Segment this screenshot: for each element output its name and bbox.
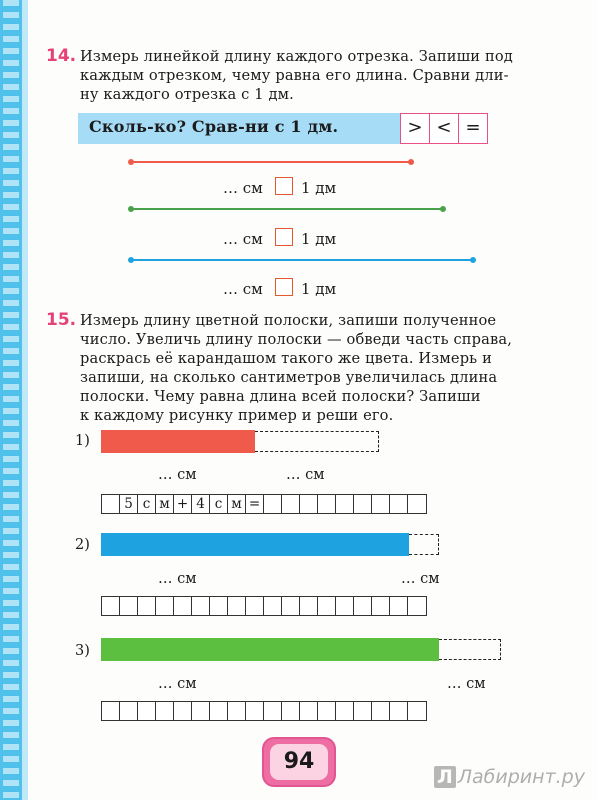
comparison-1-right: 1 дм bbox=[301, 179, 337, 197]
task-14-line: каждым отрезком, чему равна его длина. Сравни дли- bbox=[80, 67, 509, 84]
cell[interactable] bbox=[156, 597, 174, 615]
cell[interactable] bbox=[138, 597, 156, 615]
cell[interactable]: м bbox=[228, 495, 246, 513]
cell[interactable] bbox=[102, 702, 120, 720]
cell[interactable] bbox=[174, 702, 192, 720]
task-15-line: запиши, на сколько сантиметров увеличилась длина bbox=[80, 369, 498, 386]
watermark-logo-icon: Л bbox=[434, 766, 456, 788]
cell[interactable] bbox=[210, 597, 228, 615]
comparison-3-box[interactable] bbox=[275, 278, 293, 296]
item-3-right-cm: … см bbox=[447, 676, 486, 692]
cell[interactable] bbox=[372, 597, 390, 615]
cell[interactable] bbox=[318, 495, 336, 513]
comparison-2-box[interactable] bbox=[275, 228, 293, 246]
item-3-left-cm: … см bbox=[158, 676, 197, 692]
cell[interactable] bbox=[390, 495, 408, 513]
cell[interactable] bbox=[300, 597, 318, 615]
cell[interactable]: м bbox=[156, 495, 174, 513]
green-strip bbox=[101, 638, 439, 661]
cell[interactable] bbox=[318, 702, 336, 720]
greater-symbol: > bbox=[401, 114, 430, 143]
task-14-line: Измерь линейкой длину каждого отрезка. Запиши под bbox=[80, 48, 513, 65]
comparison-2-right: 1 дм bbox=[301, 230, 337, 248]
cell[interactable]: 4 bbox=[192, 495, 210, 513]
cell[interactable] bbox=[228, 702, 246, 720]
comparison-1-box[interactable] bbox=[275, 177, 293, 195]
cell[interactable] bbox=[228, 597, 246, 615]
cell[interactable] bbox=[264, 702, 282, 720]
green-segment bbox=[131, 208, 443, 210]
item-3-answer-cells[interactable] bbox=[101, 701, 427, 721]
cell[interactable] bbox=[408, 702, 426, 720]
cell[interactable] bbox=[354, 597, 372, 615]
cell[interactable] bbox=[120, 597, 138, 615]
cell[interactable] bbox=[300, 495, 318, 513]
item-2-label: 2) bbox=[75, 537, 90, 553]
cell[interactable] bbox=[336, 702, 354, 720]
item-2-answer-cells[interactable] bbox=[101, 596, 427, 616]
task-15-number: 15. bbox=[46, 310, 77, 330]
blue-segment bbox=[131, 259, 473, 261]
green-strip-extension[interactable] bbox=[439, 639, 501, 660]
cell[interactable]: = bbox=[246, 495, 264, 513]
cell[interactable] bbox=[318, 597, 336, 615]
cell[interactable] bbox=[282, 597, 300, 615]
cell[interactable] bbox=[390, 702, 408, 720]
cell[interactable] bbox=[264, 597, 282, 615]
blue-strip bbox=[101, 533, 409, 556]
item-2-right-cm: … см bbox=[401, 571, 440, 587]
comparison-3-right: 1 дм bbox=[301, 280, 337, 298]
cell[interactable] bbox=[102, 495, 120, 513]
cell[interactable] bbox=[354, 495, 372, 513]
task-14-number: 14. bbox=[46, 46, 77, 66]
cell[interactable] bbox=[246, 597, 264, 615]
cell[interactable] bbox=[408, 597, 426, 615]
cell[interactable] bbox=[336, 597, 354, 615]
cell[interactable]: 5 bbox=[120, 495, 138, 513]
red-strip-extension[interactable] bbox=[255, 431, 379, 452]
comparison-symbols bbox=[400, 113, 488, 144]
cell[interactable] bbox=[210, 702, 228, 720]
task-14-line: ну каждого отрезка с 1 дм. bbox=[80, 86, 294, 103]
item-1-answer-cells[interactable] bbox=[101, 494, 427, 514]
task-15-text bbox=[80, 311, 512, 425]
cell[interactable] bbox=[264, 495, 282, 513]
cell[interactable] bbox=[408, 495, 426, 513]
blue-strip-extension[interactable] bbox=[409, 534, 439, 555]
cell[interactable] bbox=[120, 702, 138, 720]
cell[interactable] bbox=[282, 702, 300, 720]
cell[interactable] bbox=[102, 597, 120, 615]
task-15-line: число. Увеличь длину полоски — обведи часть справа, bbox=[80, 331, 513, 348]
task-15-line: раскрась её карандашом такого же цвета. Измерь и bbox=[80, 350, 492, 367]
cell[interactable] bbox=[192, 702, 210, 720]
hint-banner-text: Сколь-ко? Срав-ни с 1 дм. bbox=[89, 117, 339, 136]
cell[interactable] bbox=[354, 702, 372, 720]
item-3-label: 3) bbox=[75, 643, 90, 659]
comparison-1-left: … см bbox=[223, 179, 263, 197]
spine-pattern bbox=[3, 0, 19, 800]
task-15-line: к каждому рисунку пример и реши его. bbox=[80, 407, 394, 424]
cell[interactable] bbox=[300, 702, 318, 720]
cell[interactable] bbox=[174, 597, 192, 615]
cell[interactable] bbox=[282, 495, 300, 513]
cell[interactable]: с bbox=[210, 495, 228, 513]
page-number: 94 bbox=[270, 744, 328, 780]
task-15-line: Измерь длину цветной полоски, запиши полученное bbox=[80, 312, 497, 329]
cell[interactable] bbox=[372, 495, 390, 513]
task-15-line: полоски. Чему равна длина всей полоски? Запиши bbox=[80, 388, 481, 405]
cell[interactable] bbox=[246, 702, 264, 720]
task-14-text bbox=[80, 47, 513, 104]
cell[interactable] bbox=[138, 702, 156, 720]
cell[interactable] bbox=[372, 702, 390, 720]
comparison-3-left: … см bbox=[223, 280, 263, 298]
equal-symbol: = bbox=[465, 117, 481, 138]
cell[interactable] bbox=[336, 495, 354, 513]
red-segment bbox=[131, 161, 411, 163]
cell[interactable]: + bbox=[174, 495, 192, 513]
watermark-text: Лабиринт.ру bbox=[457, 766, 585, 788]
item-1-right-cm: … см bbox=[286, 467, 325, 483]
comparison-2-left: … см bbox=[223, 230, 263, 248]
cell[interactable] bbox=[156, 702, 174, 720]
cell[interactable] bbox=[390, 597, 408, 615]
cell[interactable] bbox=[192, 597, 210, 615]
watermark bbox=[434, 766, 585, 788]
red-strip bbox=[101, 430, 255, 453]
item-2-left-cm: … см bbox=[158, 571, 197, 587]
cell[interactable]: с bbox=[138, 495, 156, 513]
item-1-left-cm: … см bbox=[158, 467, 197, 483]
spine-edge bbox=[22, 0, 28, 800]
less-symbol: < bbox=[430, 114, 459, 143]
item-1-label: 1) bbox=[75, 433, 90, 449]
